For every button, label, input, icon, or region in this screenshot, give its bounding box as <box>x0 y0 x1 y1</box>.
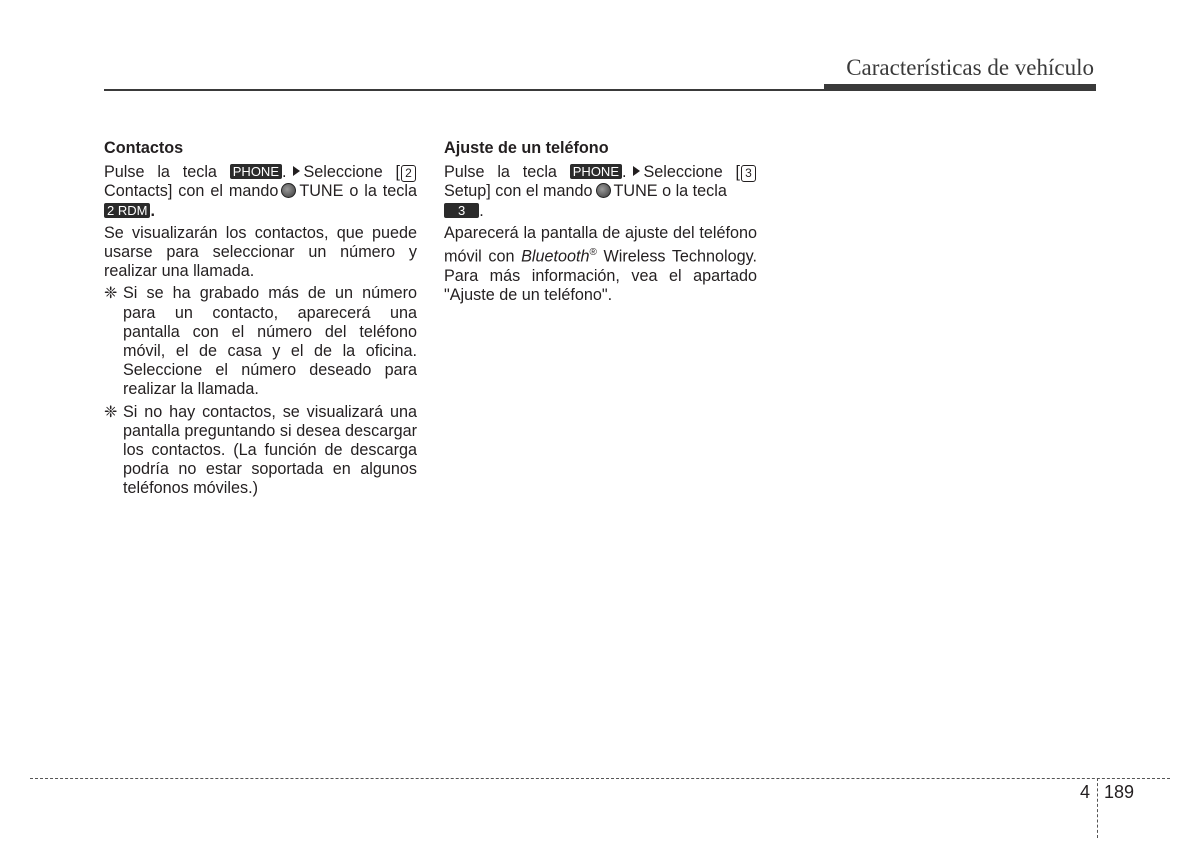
instruction-text: . <box>150 201 155 220</box>
right-column <box>444 139 757 308</box>
instruction-text: Setup] con el mando <box>444 182 593 201</box>
page-header-title: Características de vehículo <box>846 55 1094 80</box>
registered-mark: ® <box>589 247 597 259</box>
bluetooth-text: Bluetooth <box>521 247 590 266</box>
phone-key: PHONE <box>570 164 622 179</box>
footer-dashed-rule <box>30 778 1170 779</box>
instruction-text: . <box>479 201 484 220</box>
rdm-key: 2 RDM <box>104 203 150 218</box>
number-2-icon: 2 <box>401 165 416 182</box>
contacts-description: Se visualizarán los contactos, que puede usarse para seleccionar un número y realizar una llamada. <box>104 223 417 281</box>
description-text: Wireless Technology. Para más información, vea el apartado "Ajuste de un teléfono". <box>444 247 758 304</box>
instruction-text: . <box>282 163 287 182</box>
note-item <box>104 403 417 499</box>
instruction-text: Contacts] con el mando <box>104 182 279 201</box>
contacts-instruction <box>104 163 417 221</box>
tune-knob-icon <box>281 183 296 198</box>
instruction-text: TUNE o la tecla <box>299 182 417 201</box>
instruction-text: Seleccione [ <box>643 163 741 182</box>
contacts-heading: Contactos <box>104 139 184 157</box>
chapter-number: 4 <box>1080 782 1091 802</box>
note-item <box>104 284 417 399</box>
tune-knob-icon <box>596 183 611 198</box>
play-arrow-icon <box>293 166 300 176</box>
note-text: Si se ha grabado más de un número para un contacto, aparecerá una pantalla con el número del teléfono móvil, el de casa y el de la oficina. Seleccione el número deseado para realizar la llamada. <box>123 284 417 399</box>
header-rule-thin <box>104 89 824 91</box>
footer-dashed-divider <box>1097 778 1098 838</box>
header-rule-thick <box>824 84 1096 91</box>
page-number: 189 <box>1104 782 1135 802</box>
instruction-text: TUNE o la tecla <box>613 182 727 201</box>
note-mark-icon: ❈ <box>104 402 118 421</box>
note-text: Si no hay contactos, se visualizará una pantalla preguntando si desea descargar los contactos. (La función de descarga podría no estar soportada en algunos teléfonos móviles.) <box>123 402 417 498</box>
instruction-text: Seleccione [ <box>303 163 401 182</box>
description-text: Aparecerá la pantalla de ajuste del teléfono móvil con <box>444 223 757 266</box>
play-arrow-icon <box>633 166 640 176</box>
instruction-text: Pulse la tecla <box>444 163 557 182</box>
phone-setup-heading: Ajuste de un teléfono <box>444 139 609 157</box>
note-mark-icon: ❈ <box>104 284 118 303</box>
phone-setup-description <box>444 224 757 305</box>
phone-setup-instruction <box>444 163 757 221</box>
instruction-text: Pulse la tecla <box>104 163 217 182</box>
left-column <box>104 139 417 502</box>
key-3: 3 <box>444 203 479 218</box>
instruction-text: . <box>622 163 627 182</box>
phone-key: PHONE <box>230 164 282 179</box>
number-3-icon: 3 <box>741 165 756 182</box>
